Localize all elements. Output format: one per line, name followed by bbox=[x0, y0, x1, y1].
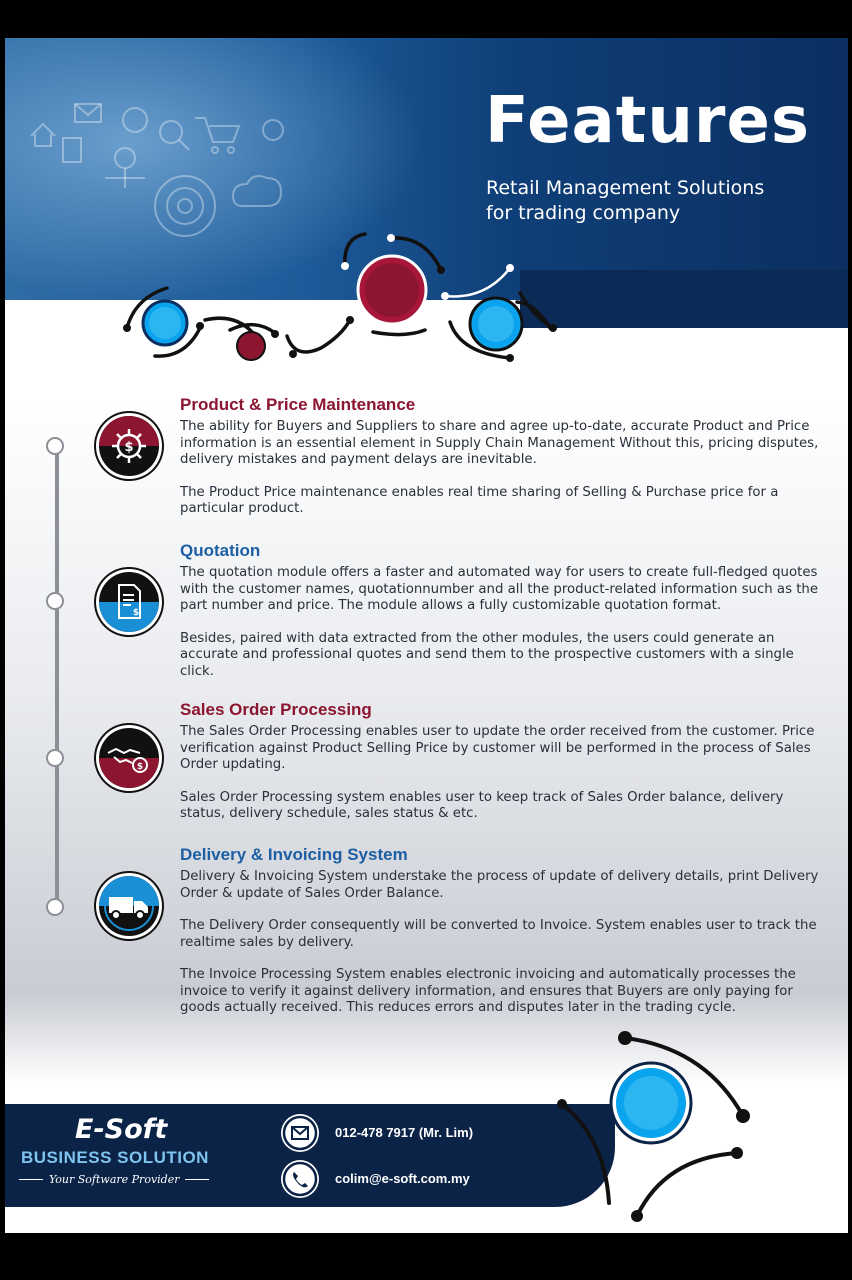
svg-text:$: $ bbox=[136, 762, 144, 772]
section-sales-order bbox=[180, 700, 830, 839]
header-decoration bbox=[5, 38, 848, 438]
section-badge-quotation bbox=[94, 567, 164, 637]
footer-circle-blue bbox=[611, 1063, 691, 1143]
envelope-icon bbox=[281, 1114, 319, 1152]
section-paragraph: Sales Order Processing system enables user to keep track of Sales Order balance, delivery status, delivery schedule, sales status & etc. bbox=[180, 789, 784, 821]
section-title: Product & Price Maintenance bbox=[180, 395, 416, 414]
svg-text:$: $ bbox=[124, 440, 134, 455]
svg-text:$: $ bbox=[132, 608, 140, 618]
gear-dollar-icon bbox=[94, 411, 164, 481]
section-paragraph: Besides, paired with data extracted from the other modules, the users could generate an accurate and professional quotes and send them to the prospective customers with a single click. bbox=[180, 630, 794, 679]
section-badge-product-price bbox=[94, 411, 164, 481]
timeline-line bbox=[55, 446, 59, 906]
handshake-dollar-icon bbox=[94, 723, 164, 793]
timeline-node bbox=[46, 898, 64, 916]
quotation-document-icon bbox=[94, 567, 164, 637]
timeline-node bbox=[46, 749, 64, 767]
delivery-truck-icon bbox=[94, 871, 164, 941]
section-paragraph: The Invoice Processing System enables electronic invoicing and automatically processes the invoice to verify it against delivery information, and ensures that Buyers are only paying for goods actually received. This reduces errors and disputes later in the trading cycle. bbox=[180, 967, 796, 1015]
contact-icon-envelope bbox=[281, 1114, 319, 1152]
divider bbox=[185, 1179, 209, 1180]
section-delivery-invoicing bbox=[180, 845, 830, 1033]
section-paragraph: Delivery & Invoicing System understake the process of update of delivery details, print Delivery Order & update of Sales Order Balance. bbox=[180, 869, 819, 901]
section-paragraph: The Product Price maintenance enables real time sharing of Selling & Purchase price for a particular product. bbox=[180, 484, 779, 516]
brochure-page bbox=[5, 38, 848, 1233]
section-paragraph: The Sales Order Processing enables user to update the order received from the customer. Price verification against Product Selling Price by customer will be performed in the process of Sales Order updating. bbox=[180, 724, 815, 772]
divider bbox=[19, 1179, 43, 1180]
brand-tagline-row bbox=[19, 1173, 209, 1186]
brand-subtitle: BUSINESS SOLUTION bbox=[21, 1148, 209, 1167]
section-badge-delivery bbox=[94, 871, 164, 941]
deco-circle-red-small bbox=[237, 332, 265, 360]
brand-name: E-Soft bbox=[75, 1114, 168, 1145]
subtitle-line-2: for trading company bbox=[486, 202, 681, 224]
section-title: Sales Order Processing bbox=[180, 700, 372, 719]
contact-icon-phone bbox=[281, 1160, 319, 1198]
section-paragraph: The quotation module offers a faster and automated way for users to create full-fledged quotes with the customer names, quotationnumber and all the product-related information such as the part number and price. The module allows a fully customizable quotation format. bbox=[180, 565, 819, 613]
section-title: Quotation bbox=[180, 541, 261, 560]
phone-icon bbox=[281, 1160, 319, 1198]
section-badge-sales-order bbox=[94, 723, 164, 793]
section-paragraph: The Delivery Order consequently will be converted to Invoice. System enables user to track the realtime sales by delivery. bbox=[180, 918, 817, 950]
timeline-node bbox=[46, 592, 64, 610]
brand-tagline: Your Software Provider bbox=[49, 1173, 180, 1186]
page-title: Features bbox=[485, 84, 810, 158]
contact-phone[interactable]: 012-478 7917 (Mr. Lim) bbox=[335, 1125, 474, 1140]
subtitle-line-1: Retail Management Solutions bbox=[486, 177, 765, 199]
section-title: Delivery & Invoicing System bbox=[180, 845, 408, 864]
section-paragraph: The ability for Buyers and Suppliers to share and agree up-to-date, accurate Product and Price information is an essential element in Supply Chain Management Without this, pricing disputes, delivery mistakes and payment delays are inevitable. bbox=[180, 419, 819, 467]
contact-email[interactable]: colim@e-soft.com.my bbox=[335, 1171, 470, 1186]
section-product-price bbox=[180, 395, 830, 534]
section-quotation bbox=[180, 541, 830, 696]
timeline-node bbox=[46, 437, 64, 455]
